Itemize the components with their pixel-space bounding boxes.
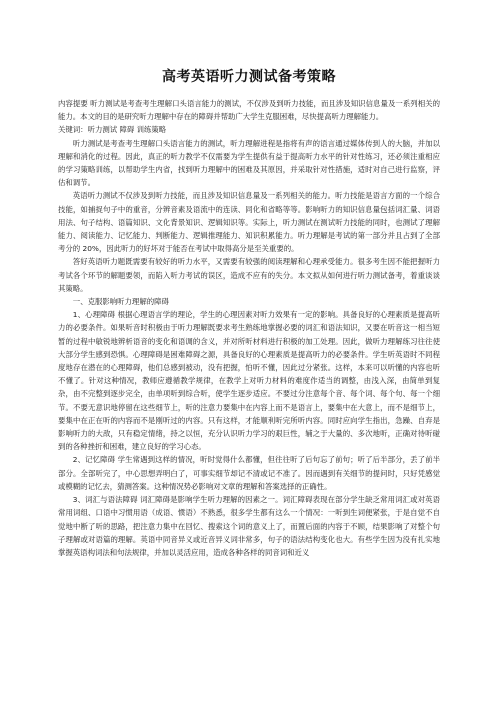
keywords-line: 关键词：听力测试 障碍 训练策略	[58, 125, 167, 135]
body-paragraph: 听力测试是考查考生理解口头语言能力的测试，听力理解进程是指将有声的语言通过媒体传到人的大脑，并加以理解和消化的过程。因此，真正的听力教学不仅需要为学生提供有益于提高听力水平的针对性练习，还必须注重相应的学习策略训练，以帮助学生内省，找到听力理解中的困难及其原因，并采取针对性措施，适时对自己进行监察，评估和调节。	[58, 138, 440, 188]
body-paragraph: 2、记忆障碍 学生常遇到这样的情况，听时觉得什么都懂，但往往听了后句忘了前句；听了后半部分，丢了前半部分。全部听完了，中心思想弄明白了，可事实细节却记不清或记不准了。因而遇到有关细节的提问时，只好凭感觉或模糊的记忆去，猜测答案。这种情况势必影响对文章的理解和答案选择的正确性。	[58, 455, 440, 491]
body-paragraph: 答好英语听力题既需要有较好的听力水平，又需要有较强的阅读理解和心理承受能力。很多考生因不能把握听力考试各个环节的解题要领，而陷入听力考试的误区，造成不应有的失分。本文拟从如何进行听力测试备考，着重谈谈其策略。	[58, 257, 440, 293]
document-body	[58, 97, 440, 559]
body-paragraph: 英语听力测试不仅涉及到听力技能，而且涉及知识信息量及一系列相关的能力。听力技能是语言方面的一个综合技能，如捕捉句子中的重音，分辨音素及语流中的连读、同化和省略等等。影响听力的知识信息量包括词汇量、词语用法、句子结构、语篇知识、文化背景知识、逻辑知识等。实际上，听力测试在测试听力技能的同时，也测试了理解能力、阅读能力、记忆能力、判断能力、逻辑推理能力、知识积累能力。听力理解是考试的第一部分并且占到了全部考分的 20%，因此听力的好坏对于能否在考试中取得高分是至关重要的。	[58, 191, 440, 254]
body-paragraph: 3、词汇与语法障碍 词汇障碍是影响学生听力理解的因素之一。词汇障碍表现在部分学生缺乏常用词汇或对英语常用词组、口语中习惯用语（成语、惯语）不熟悉，很多学生都有这么一个情况：一听到生词便紧张，于是自觉不自觉地中断了听的思路，把注意力集中在回忆、搜索这个词的意义上了，而置后面的内容于不顾，结果影响了对整个句子理解或对语篇的理解。英语中同音异义或近音异义词非常多，句子的语法结构变化也大。有些学生因为没有扎实地掌握英语构词法和句法规律，并加以灵活应用，造成各种各样的同音词和近义	[58, 495, 440, 557]
document-title: 高考英语听力测试备考策略	[162, 69, 336, 85]
abstract-paragraph: 内容提要 听力测试是考查考生理解口头语言能力的测试，不仅涉及到听力技能，而且涉及知识信息量及一系列相关的能力。本文的目的是研究听力理解中存在的障碍并帮助广大学生克服困难，尽快提高听力理解能力。	[58, 99, 440, 122]
section-heading: 一、克服影响听力理解的障碍	[72, 297, 169, 307]
body-paragraph: 1、心理障碍 根据心理语言学的理论，学生的心理因素对听力效果有一定的影响。具备良好的心理素质是提高听力的必要条件。如果听音时积极由于听力理解既要求考生熟练地掌握必要的词汇和语法知识，又要在听音这一相当短暂的过程中敏锐地辨析语音的变化和语调的含义，并对所听材料进行积极的加工处理。因此，做听力理解练习往往使大部分学生感到恐惧。心理障碍是困难障碍之源，具备良好的心理素质是提高听力的必要条件。学生听英语时不同程度地存在潜在的心理障碍，他们总感到被动，没有把握，怕听不懂，因此过分紧张。这样，本来可以听懂的内容也听不懂了。针对这种情况，教师应遵循教学规律，在教学上对听力材料的难度作适当的调整，由浅入深，由简单到复杂，由不完整到逐步完全，由单项听到综合听，使学生逐步适应。不要过分注意每个音、每个词、每个句、每一个细节。不要无意识地停留在这些细节上，听的注意力要集中在内容上而不是语言上，要集中在大意上，而不是细节上，要集中在正在听的内容而不是刚听过的内容。只有这样，才能顺利听完所听内容。同时应向学生指出，急躁、自弃是影响听力的大敌，只有稳定情绪，持之以恒，充分认识听力学习的艰巨性，辅之于大量的、多次地听，正确对待听碰到的各种挫折和困难，建立良好的学习心态。	[58, 310, 440, 452]
